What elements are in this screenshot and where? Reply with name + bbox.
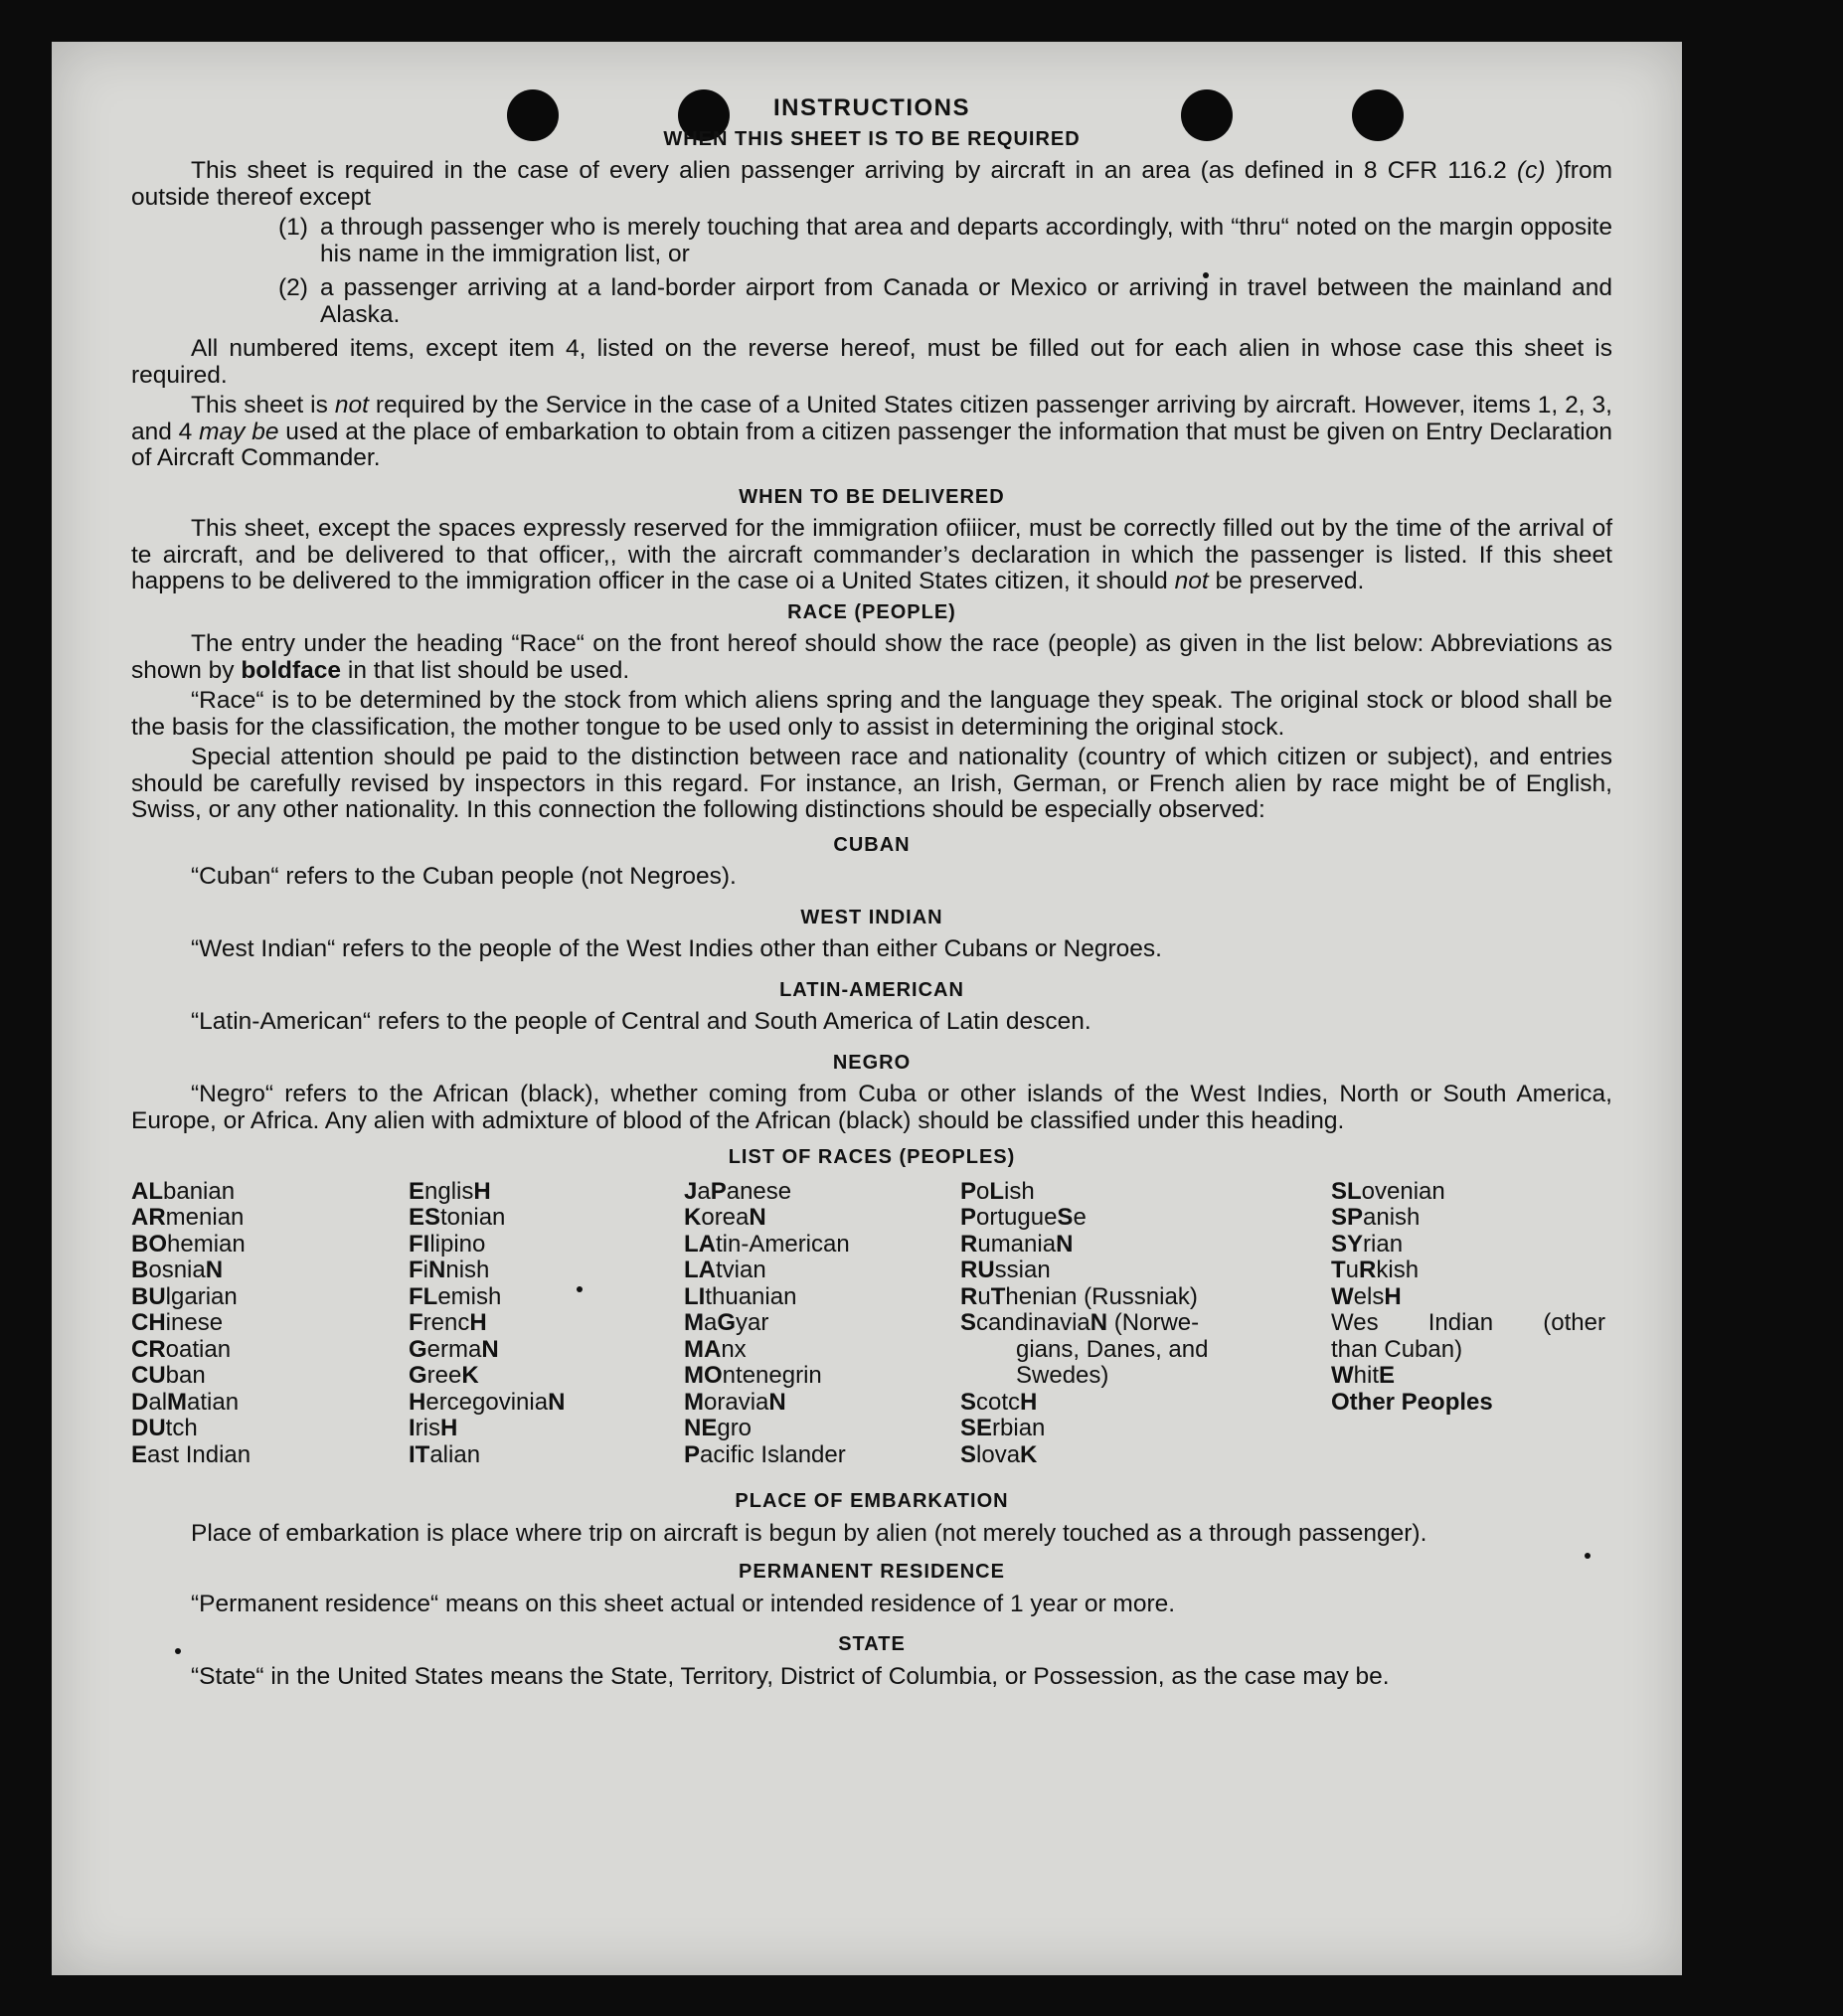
race-entry: EnglisH bbox=[409, 1177, 491, 1205]
race-entry: LIthuanian bbox=[684, 1282, 797, 1310]
race-entry: than Cuban) bbox=[1331, 1335, 1463, 1363]
races-column-1 bbox=[131, 1179, 409, 1469]
race-entry: CRoatian bbox=[131, 1335, 232, 1363]
race-entry: MaGyar bbox=[684, 1309, 769, 1336]
negro-paragraph: “Negro“ refers to the African (black), whether coming from Cuba or other islands of the West Indies, North or South America, Europe, or Africa. Any alien with admixture of blood of the African (black) should be classified under this heading. bbox=[131, 1081, 1612, 1134]
heading-when-delivered: WHEN TO BE DELIVERED bbox=[739, 485, 1005, 508]
citizen-paragraph: This sheet is not required by the Service in the case of a United States citizen passenger arriving by aircraft. However, items 1, 2, 3, and 4 may be used at the place of embarkation to obtain from a citizen passenger the information that must be given on Entry Declaration of Aircraft Commander. bbox=[131, 392, 1612, 471]
race-entry: RUssian bbox=[960, 1257, 1051, 1283]
race-entry: gians, Danes, and bbox=[1016, 1335, 1209, 1363]
heading-negro: NEGRO bbox=[832, 1051, 912, 1074]
race-entry: ALbanian bbox=[131, 1177, 236, 1205]
intro-paragraph: This sheet is required in the case of every alien passenger arriving by aircraft in an area (as defined in 8 CFR 116.2 (c) )from outside thereof except bbox=[131, 157, 1612, 211]
race-entry: Pacific Islander bbox=[684, 1440, 846, 1468]
race-entry: MOntenegrin bbox=[684, 1362, 822, 1389]
races-column-2 bbox=[409, 1179, 684, 1469]
race-entry: MoraviaN bbox=[684, 1388, 786, 1416]
race-entry: WhitE bbox=[1331, 1362, 1396, 1389]
race-entry: RumaniaN bbox=[960, 1230, 1074, 1258]
race-entry: GermaN bbox=[409, 1335, 499, 1363]
race-entry: DUtch bbox=[131, 1415, 198, 1441]
race-entry: BOhemian bbox=[131, 1230, 246, 1258]
race-entry: DalMatian bbox=[131, 1388, 240, 1416]
race-entry: ARmenian bbox=[131, 1204, 245, 1231]
race-entry: FiNnish bbox=[409, 1257, 490, 1283]
heading-cuban: CUBAN bbox=[833, 833, 911, 856]
heading-place-of-embarkation: PLACE OF EMBARKATION bbox=[735, 1490, 1009, 1512]
race-paragraph-1: The entry under the heading “Race“ on the front hereof should show the race (people) as given in the list below: Abbreviations as shown by boldface in that list should be used. bbox=[131, 630, 1612, 684]
latin-american-paragraph: “Latin-American“ refers to the people of Central and South America of Latin descen. bbox=[191, 1008, 1091, 1035]
race-entry: NEgro bbox=[684, 1415, 753, 1441]
race-entry: LAtvian bbox=[684, 1257, 766, 1283]
heading-race: RACE (PEOPLE) bbox=[787, 600, 956, 623]
heading-latin-american: LATIN-AMERICAN bbox=[779, 978, 964, 1001]
race-entry: Swedes) bbox=[1016, 1362, 1109, 1389]
race-paragraph-3: Special attention should pe paid to the distinction between race and nationality (country of which citizen or subject), and entries should be carefully revised by inspectors in this regard. For instance, an Irish, German, or French alien by race might be of English, Swiss, or any other nationality. In this connection the following distinctions should be especially observed: bbox=[131, 744, 1612, 823]
race-entry: SYrian bbox=[1331, 1230, 1404, 1258]
delivered-paragraph: This sheet, except the spaces expressly reserved for the immigration ofiiicer, must be correctly filled out by the time of the arrival of te aircraft, and be delivered to that officer,, with the aircraft commander’s declaration in which the passenger is listed. If this sheet happens to be delivered to the immigration officer in the case oi a United States citizen, it should not be preserved. bbox=[131, 515, 1612, 594]
race-entry: HercegoviniaN bbox=[409, 1388, 566, 1416]
race-entry: JaPanese bbox=[684, 1177, 792, 1205]
numbered-items-paragraph: All numbered items, except item 4, listed on the reverse hereof, must be filled out for each alien in whose case this sheet is required. bbox=[131, 335, 1612, 389]
race-entry: LAtin-American bbox=[684, 1230, 850, 1258]
race-entry: TuRkish bbox=[1331, 1257, 1420, 1283]
heading-permanent-residence: PERMANENT RESIDENCE bbox=[739, 1561, 1005, 1583]
race-entry: SPanish bbox=[1331, 1204, 1421, 1231]
race-entry: PortugueSe bbox=[960, 1204, 1087, 1231]
races-column-3 bbox=[684, 1179, 960, 1469]
race-paragraph-2: “Race“ is to be determined by the stock from which aliens spring and the language they speak. The original stock or blood shall be the basis for the classification, the mother tongue to be used only to assist in determining the original stock. bbox=[131, 687, 1612, 741]
exception-item-2: (2) a passenger arriving at a land-border airport from Canada or Mexico or arriving in travel between the mainland and Alaska. bbox=[278, 274, 1612, 328]
race-entry: ITalian bbox=[409, 1440, 481, 1468]
west-indian-paragraph: “West Indian“ refers to the people of the West Indies other than either Cubans or Negroes. bbox=[191, 935, 1162, 962]
race-entry: BUlgarian bbox=[131, 1282, 238, 1310]
race-entry: East Indian bbox=[131, 1440, 251, 1468]
race-entry: KoreaN bbox=[684, 1204, 766, 1231]
heading-when-required: WHEN THIS SHEET IS TO BE REQUIRED bbox=[663, 127, 1081, 150]
race-entry: ScotcH bbox=[960, 1388, 1038, 1416]
race-entry: Wes Indian (other bbox=[1331, 1309, 1605, 1336]
heading-west-indian: WEST INDIAN bbox=[800, 906, 943, 928]
heading-list-of-races: LIST OF RACES (PEOPLES) bbox=[728, 1146, 1016, 1168]
race-entry: SErbian bbox=[960, 1415, 1046, 1441]
race-entry: CHinese bbox=[131, 1309, 224, 1336]
race-entry: PoLish bbox=[960, 1177, 1035, 1205]
race-entry: Other Peoples bbox=[1331, 1388, 1493, 1416]
race-entry: FrencH bbox=[409, 1309, 487, 1336]
race-entry: EStonian bbox=[409, 1204, 506, 1231]
exception-item-1: (1) a through passenger who is merely touching that area and departs accordingly, with “thru“ noted on the margin opposite his name in the immigration list, or bbox=[278, 214, 1612, 267]
race-entry: RuThenian (Russniak) bbox=[960, 1282, 1198, 1310]
state-paragraph: “State“ in the United States means the State, Territory, District of Columbia, or Possession, as the case may be. bbox=[191, 1662, 1390, 1690]
race-entry: CUban bbox=[131, 1362, 206, 1389]
instructions-content bbox=[131, 95, 1612, 1690]
page-title: INSTRUCTIONS bbox=[773, 94, 970, 121]
race-entry: WelsH bbox=[1331, 1282, 1402, 1310]
race-entry: IrisH bbox=[409, 1415, 458, 1441]
race-entry: GreeK bbox=[409, 1362, 479, 1389]
races-list bbox=[131, 1179, 1612, 1469]
race-entry: BosniaN bbox=[131, 1257, 224, 1283]
race-entry: ScandinaviaN (Norwe- bbox=[960, 1309, 1200, 1336]
race-entry: FIlipino bbox=[409, 1230, 486, 1258]
embarkation-paragraph: Place of embarkation is place where trip on aircraft is begun by alien (not merely touched as a through passenger). bbox=[191, 1519, 1427, 1547]
race-entry: MAnx bbox=[684, 1335, 747, 1363]
race-entry: SLovenian bbox=[1331, 1177, 1445, 1205]
race-entry: SlovaK bbox=[960, 1440, 1038, 1468]
race-entry: FLemish bbox=[409, 1282, 502, 1310]
residence-paragraph: “Permanent residence“ means on this sheet actual or intended residence of 1 year or more. bbox=[191, 1590, 1176, 1617]
heading-state: STATE bbox=[838, 1633, 906, 1655]
races-column-5 bbox=[1331, 1179, 1612, 1469]
races-column-4 bbox=[960, 1179, 1331, 1469]
form-sheet bbox=[52, 42, 1682, 1975]
cuban-paragraph: “Cuban“ refers to the Cuban people (not Negroes). bbox=[191, 863, 737, 890]
